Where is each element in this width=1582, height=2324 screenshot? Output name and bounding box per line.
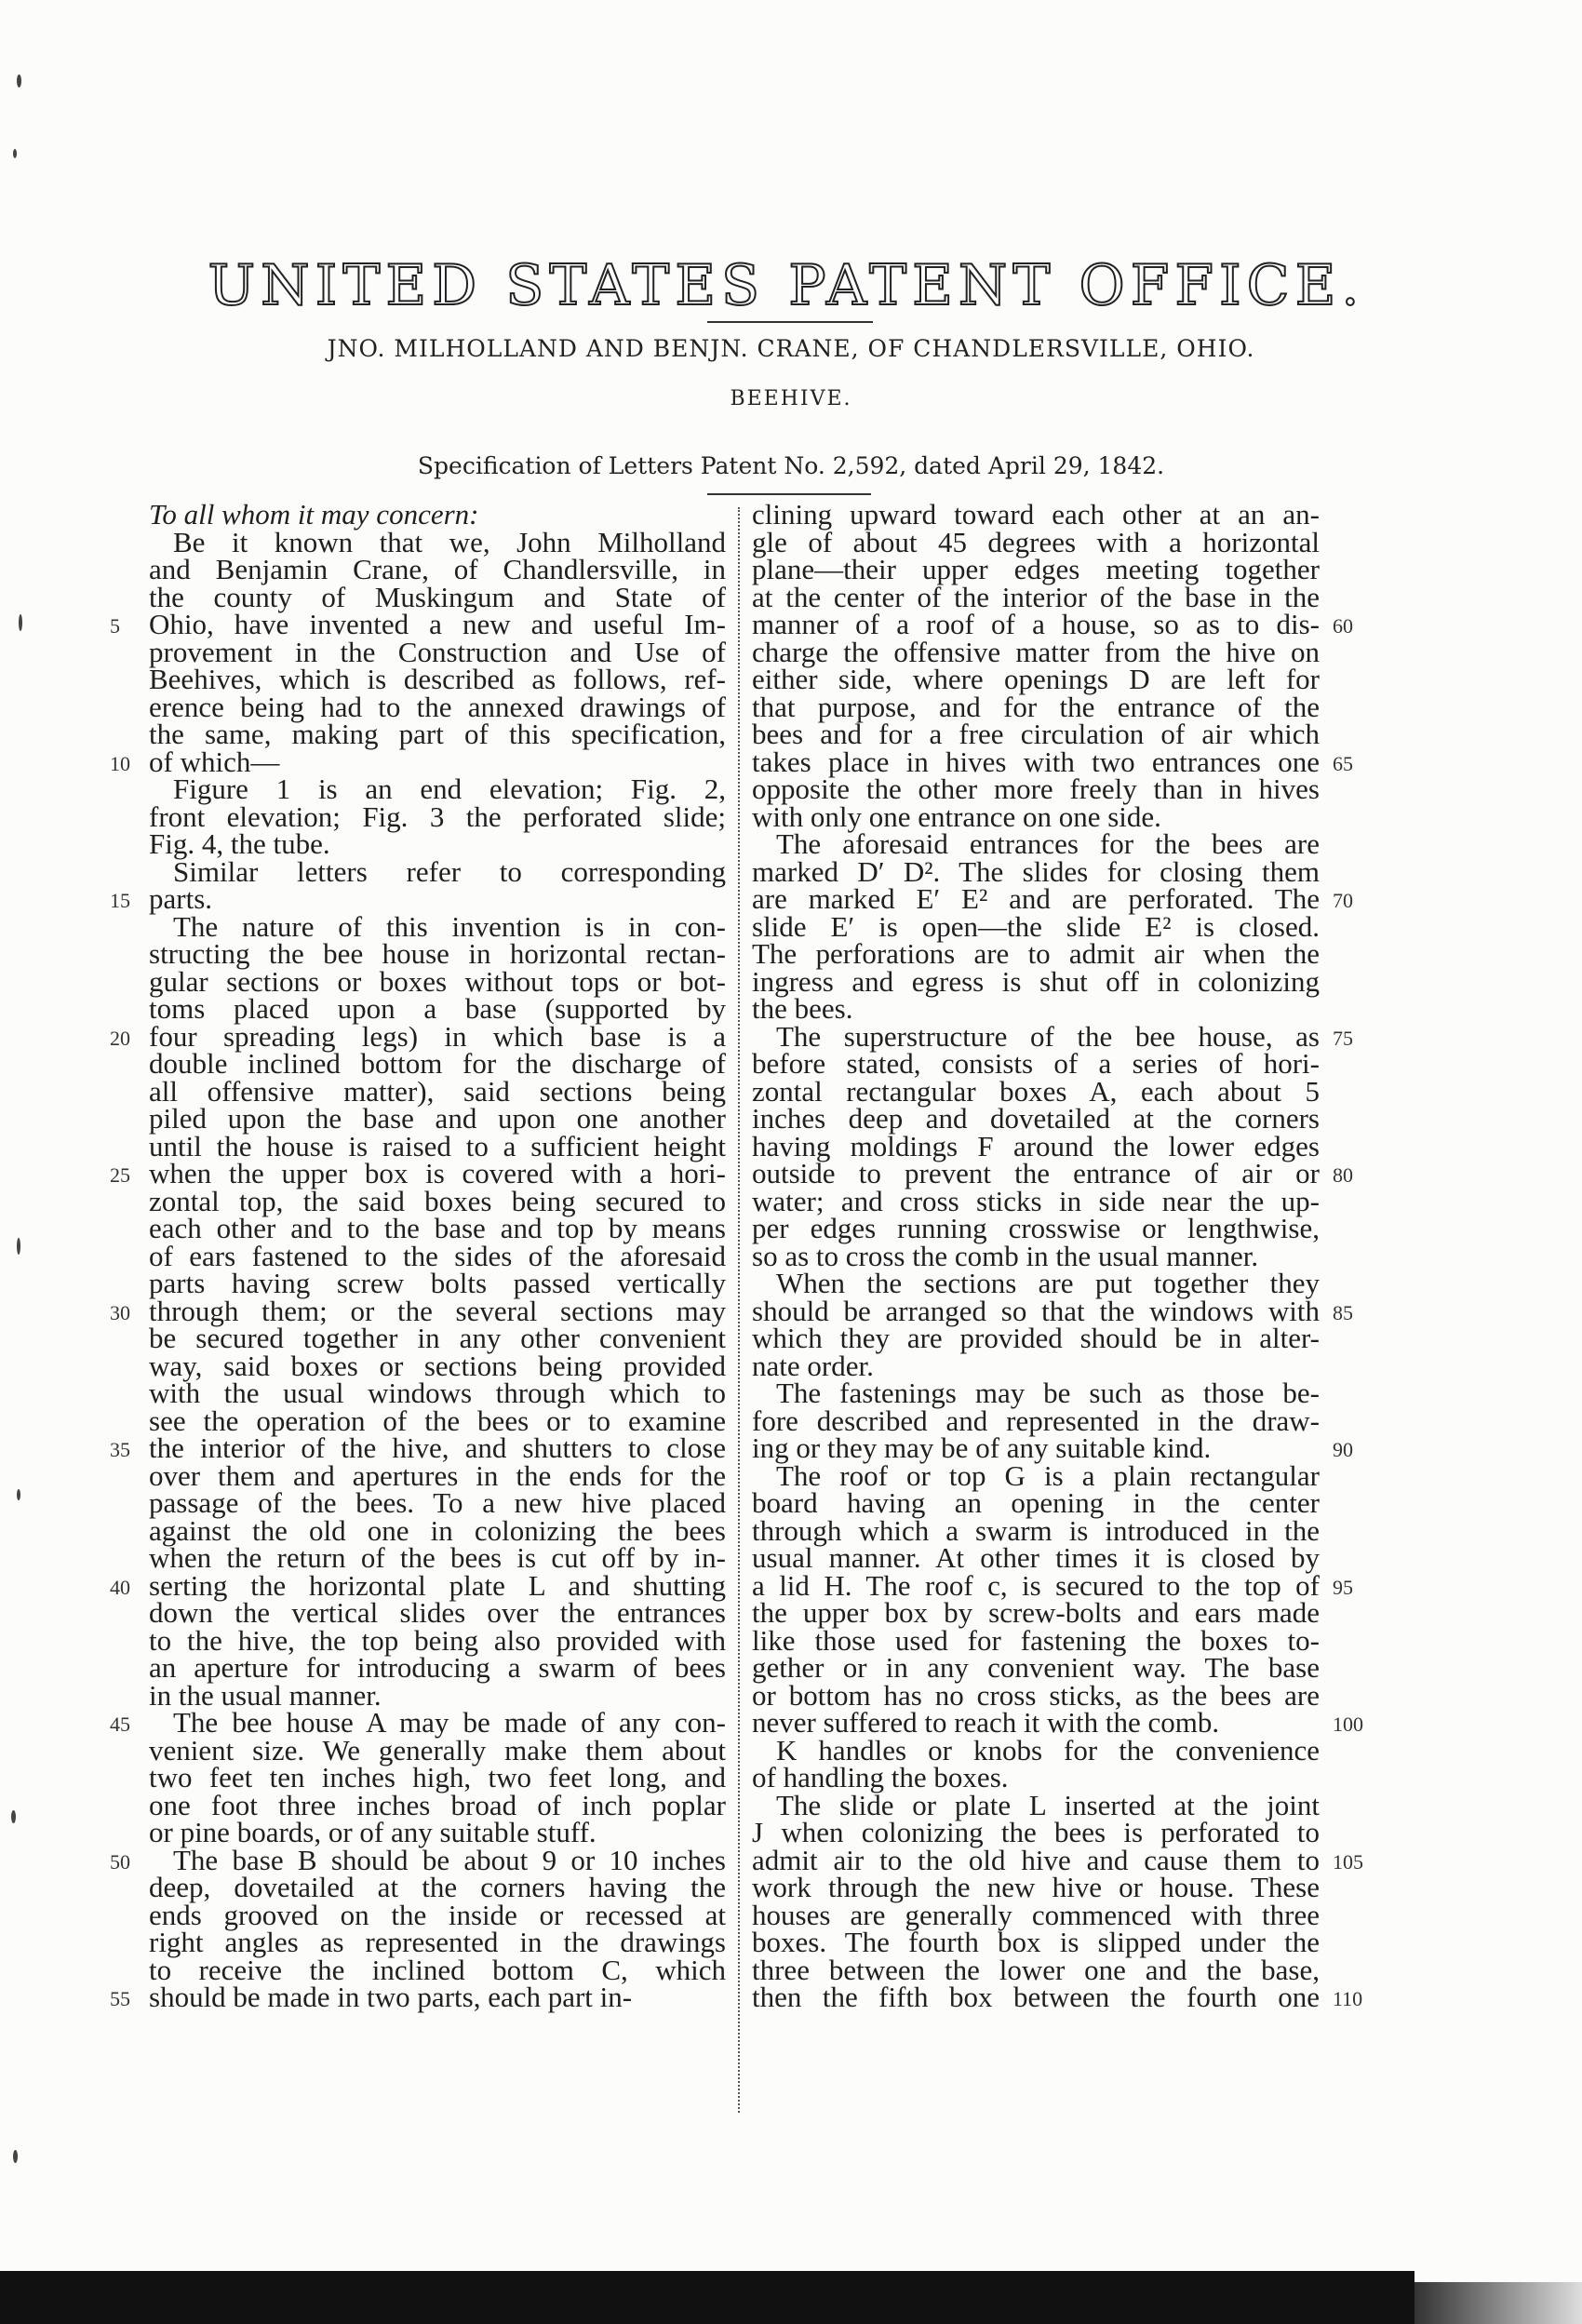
text-line: parts. xyxy=(149,882,213,915)
text-line: K handles or knobs for the convenience xyxy=(776,1733,1320,1767)
text-line: or pine boards, or of any suitable stuff. xyxy=(149,1816,597,1848)
text-line: to the hive, the top being also provided with xyxy=(149,1623,726,1657)
text-line: opposite the other more freely than in hives xyxy=(752,772,1320,805)
line-number: 70 xyxy=(1333,889,1353,912)
text-line: gular sections or boxes without tops or bot- xyxy=(149,964,726,998)
text-line: The fastenings may be such as those be- xyxy=(776,1377,1320,1409)
text-line: over them and apertures in the ends for the xyxy=(149,1458,726,1492)
text-line: deep, dovetailed at the corners having the xyxy=(149,1871,726,1903)
scan-speck xyxy=(11,1810,16,1823)
text-line: passage of the bees. To a new hive placed xyxy=(149,1486,726,1519)
text-line: charge the offensive matter from the hive on xyxy=(752,635,1320,668)
text-line: toms placed upon a base (supported by xyxy=(149,992,726,1025)
text-line: when the upper box is covered with a hori- xyxy=(149,1157,726,1189)
text-line: J when colonizing the bees is perforated to xyxy=(752,1816,1320,1848)
text-line: and Benjamin Crane, of Chandlersville, in xyxy=(149,553,726,585)
text-line: The base B should be about 9 or 10 inches xyxy=(173,1843,726,1876)
text-line: The aforesaid entrances for the bees are xyxy=(776,827,1320,860)
scan-speck xyxy=(13,149,17,158)
text-line: are marked E′ E² and are perforated. The xyxy=(752,882,1320,915)
text-line: before stated, consists of a series of hori- xyxy=(752,1047,1320,1080)
text-line: three between the lower one and the base, xyxy=(752,1953,1320,1986)
text-line: when the return of the bees is cut off by in- xyxy=(149,1541,726,1574)
text-line: front elevation; Fig. 3 the perforated slide; xyxy=(149,799,726,833)
text-line: one foot three inches broad of inch poplar xyxy=(149,1788,726,1821)
text-line: of ears fastened to the sides of the aforesaid xyxy=(149,1239,726,1272)
text-line: parts having screw bolts passed vertically xyxy=(149,1267,726,1299)
text-line: either side, where openings D are left for xyxy=(752,663,1320,695)
text-line: plane—their upper edges meeting together xyxy=(752,553,1320,585)
text-line: Beehives, which is described as follows, ref- xyxy=(149,663,726,695)
line-number: 50 xyxy=(110,1849,130,1874)
text-line: The slide or plate L inserted at the joint xyxy=(776,1788,1320,1821)
text-line: The superstructure of the bee house, as xyxy=(776,1019,1320,1053)
text-line: structing the bee house in horizontal rectan- xyxy=(149,937,726,970)
text-line: to receive the inclined bottom C, which xyxy=(149,1953,726,1986)
text-line: two feet ten inches high, two feet long, and xyxy=(149,1761,726,1793)
text-line: inches deep and dovetailed at the corners xyxy=(752,1102,1320,1135)
text-line: per edges running crosswise or lengthwise, xyxy=(752,1212,1320,1244)
text-line: which they are provided should be in alter- xyxy=(752,1322,1320,1354)
text-line: bees and for a free circulation of air which xyxy=(752,718,1320,750)
text-line: the upper box by screw-bolts and ears made xyxy=(752,1596,1320,1629)
text-line: through them; or the several sections may xyxy=(149,1294,726,1327)
text-line: with the usual windows through which to xyxy=(149,1377,726,1409)
text-line: Figure 1 is an end elevation; Fig. 2, xyxy=(173,772,726,805)
office-title: UNITED STATES PATENT OFFICE. xyxy=(208,253,1365,318)
text-line: The perforations are to admit air when the xyxy=(752,937,1320,970)
line-number: 10 xyxy=(110,751,130,775)
text-line: in the usual manner. xyxy=(149,1678,382,1712)
text-line: the bees. xyxy=(752,992,853,1025)
text-line: of which— xyxy=(149,745,280,778)
text-line: serting the horizontal plate L and shutting xyxy=(149,1568,726,1602)
text-line: so as to cross the comb in the usual manner. xyxy=(752,1239,1259,1272)
text-line: ingress and egress is shut off in colonizing xyxy=(752,964,1320,998)
text-line: through which a swarm is introduced in the xyxy=(752,1513,1320,1547)
line-number: 60 xyxy=(1333,614,1353,638)
line-number: 75 xyxy=(1333,1026,1353,1050)
text-line: double inclined bottom for the discharge of xyxy=(149,1047,726,1080)
text-line: usual manner. At other times it is closed by xyxy=(752,1541,1320,1574)
text-line: ing or they may be of any suitable kind. xyxy=(752,1431,1212,1464)
line-number: 35 xyxy=(110,1438,130,1461)
text-line: piled upon the base and upon one another xyxy=(149,1102,726,1135)
line-number: 85 xyxy=(1333,1300,1353,1324)
specification-line: Specification of Letters Patent No. 2,592, dated April 29, 1842. xyxy=(417,452,1165,479)
line-number: 55 xyxy=(110,1987,130,2010)
scan-bottom-edge xyxy=(0,2271,1414,2324)
text-line: right angles as represented in the drawings xyxy=(149,1926,726,1958)
text-line: each other and to the base and top by means xyxy=(149,1212,726,1244)
text-line: the interior of the hive, and shutters to close xyxy=(149,1431,726,1464)
line-number: 95 xyxy=(1333,1575,1353,1599)
scan-speck xyxy=(17,1238,20,1255)
text-line: then the fifth box between the fourth one xyxy=(752,1981,1320,2013)
line-number: 110 xyxy=(1333,1987,1363,2010)
line-number: 80 xyxy=(1333,1163,1353,1187)
text-line: outside to prevent the entrance of air or xyxy=(752,1157,1320,1189)
text-line: Ohio, have invented a new and useful Im- xyxy=(149,608,726,640)
text-line: The roof or top G is a plain rectangular xyxy=(776,1458,1320,1492)
text-line: manner of a roof of a house, so as to dis- xyxy=(752,608,1320,640)
inventors-line: JNO. MILHOLLAND AND BENJN. CRANE, OF CHANDLERSVILLE, OHIO. xyxy=(327,335,1255,362)
scan-speck xyxy=(17,1489,20,1500)
line-number: 15 xyxy=(110,889,130,912)
text-line: provement in the Construction and Use of xyxy=(149,635,726,668)
text-line: nate order. xyxy=(752,1349,874,1382)
text-line: work through the new hive or house. These xyxy=(752,1871,1320,1903)
text-line: gle of about 45 degrees with a horizontal xyxy=(752,525,1320,558)
text-line: The bee house A may be made of any con- xyxy=(173,1706,726,1739)
invention-title: BEEHIVE. xyxy=(730,387,852,410)
text-line: To all whom it may concern: xyxy=(149,498,479,531)
text-line: houses are generally commenced with three xyxy=(752,1898,1320,1931)
text-line: or bottom has no cross sticks, as the bees are xyxy=(752,1678,1320,1712)
text-line: takes place in hives with two entrances one xyxy=(752,745,1320,778)
text-line: clining upward toward each other at an an- xyxy=(752,498,1320,531)
text-line: Similar letters refer to corresponding xyxy=(173,854,726,888)
text-line: ends grooved on the inside or recessed at xyxy=(149,1898,726,1931)
line-number: 20 xyxy=(110,1026,130,1050)
scan-speck xyxy=(13,2150,18,2163)
text-line: The nature of this invention is in con- xyxy=(173,909,726,943)
line-number: 105 xyxy=(1333,1849,1363,1874)
text-line: an aperture for introducing a swarm of bees xyxy=(149,1651,726,1684)
line-number: 100 xyxy=(1333,1713,1363,1736)
text-line: four spreading legs) in which base is a xyxy=(149,1019,726,1053)
scan-speck xyxy=(17,74,21,87)
text-line: boxes. The fourth box is slipped under the xyxy=(752,1926,1320,1958)
text-line: a lid H. The roof c, is secured to the top of xyxy=(752,1568,1320,1602)
text-line: against the old one in colonizing the bees xyxy=(149,1513,726,1547)
line-number: 90 xyxy=(1333,1438,1353,1461)
line-number: 25 xyxy=(110,1163,130,1187)
left-text-column xyxy=(149,498,726,2013)
text-line: that purpose, and for the entrance of the xyxy=(752,690,1320,723)
text-line: zontal top, the said boxes being secured to xyxy=(149,1184,726,1217)
text-line: gether or in any convenient way. The base xyxy=(752,1651,1320,1684)
text-line: until the house is raised to a sufficient height xyxy=(149,1129,726,1162)
scan-speck xyxy=(19,614,22,631)
text-line: erence being had to the annexed drawings of xyxy=(149,690,726,723)
text-line: slide E′ is open—the slide E² is closed. xyxy=(752,909,1320,943)
text-line: of handling the boxes. xyxy=(752,1761,1009,1793)
right-text-column xyxy=(752,498,1320,2013)
text-line: should be made in two parts, each part in- xyxy=(149,1981,633,2013)
text-line: Be it known that we, John Milholland xyxy=(173,525,726,558)
text-line: the county of Muskingum and State of xyxy=(149,580,726,613)
line-number: 45 xyxy=(110,1713,130,1736)
text-line: all offensive matter), said sections being xyxy=(149,1074,726,1108)
text-line: down the vertical slides over the entrances xyxy=(149,1596,726,1629)
text-line: the same, making part of this specification, xyxy=(149,718,726,750)
text-line: be secured together in any other convenient xyxy=(149,1322,726,1354)
text-line: never suffered to reach it with the comb. xyxy=(752,1706,1220,1739)
text-line: When the sections are put together they xyxy=(776,1267,1320,1299)
line-number: 30 xyxy=(110,1300,130,1324)
text-line: way, said boxes or sections being provided xyxy=(149,1349,726,1382)
text-line: board having an opening in the center xyxy=(752,1486,1320,1519)
text-line: Fig. 4, the tube. xyxy=(149,827,330,860)
text-line: having moldings F around the lower edges xyxy=(752,1129,1320,1162)
text-line: admit air to the old hive and cause them to xyxy=(752,1843,1320,1876)
text-line: like those used for fastening the boxes to- xyxy=(752,1623,1320,1657)
text-line: should be arranged so that the windows with xyxy=(752,1294,1320,1327)
line-number: 5 xyxy=(110,614,120,638)
text-line: venient size. We generally make them about xyxy=(149,1733,726,1767)
text-line: see the operation of the bees or to examine xyxy=(149,1404,726,1437)
text-line: fore described and represented in the draw- xyxy=(752,1404,1320,1437)
title-rule xyxy=(707,321,873,323)
text-line: marked D′ D². The slides for closing them xyxy=(752,854,1320,888)
line-number: 40 xyxy=(110,1575,130,1599)
line-number: 65 xyxy=(1333,751,1353,775)
spec-rule xyxy=(707,493,871,495)
column-divider xyxy=(738,507,741,2113)
scan-bottom-fade xyxy=(1414,2282,1582,2324)
text-line: water; and cross sticks in side near the up- xyxy=(752,1184,1320,1217)
text-line: with only one entrance on one side. xyxy=(752,799,1161,833)
text-line: zontal rectangular boxes A, each about 5 xyxy=(752,1074,1320,1108)
text-line: at the center of the interior of the base in the xyxy=(752,580,1320,613)
